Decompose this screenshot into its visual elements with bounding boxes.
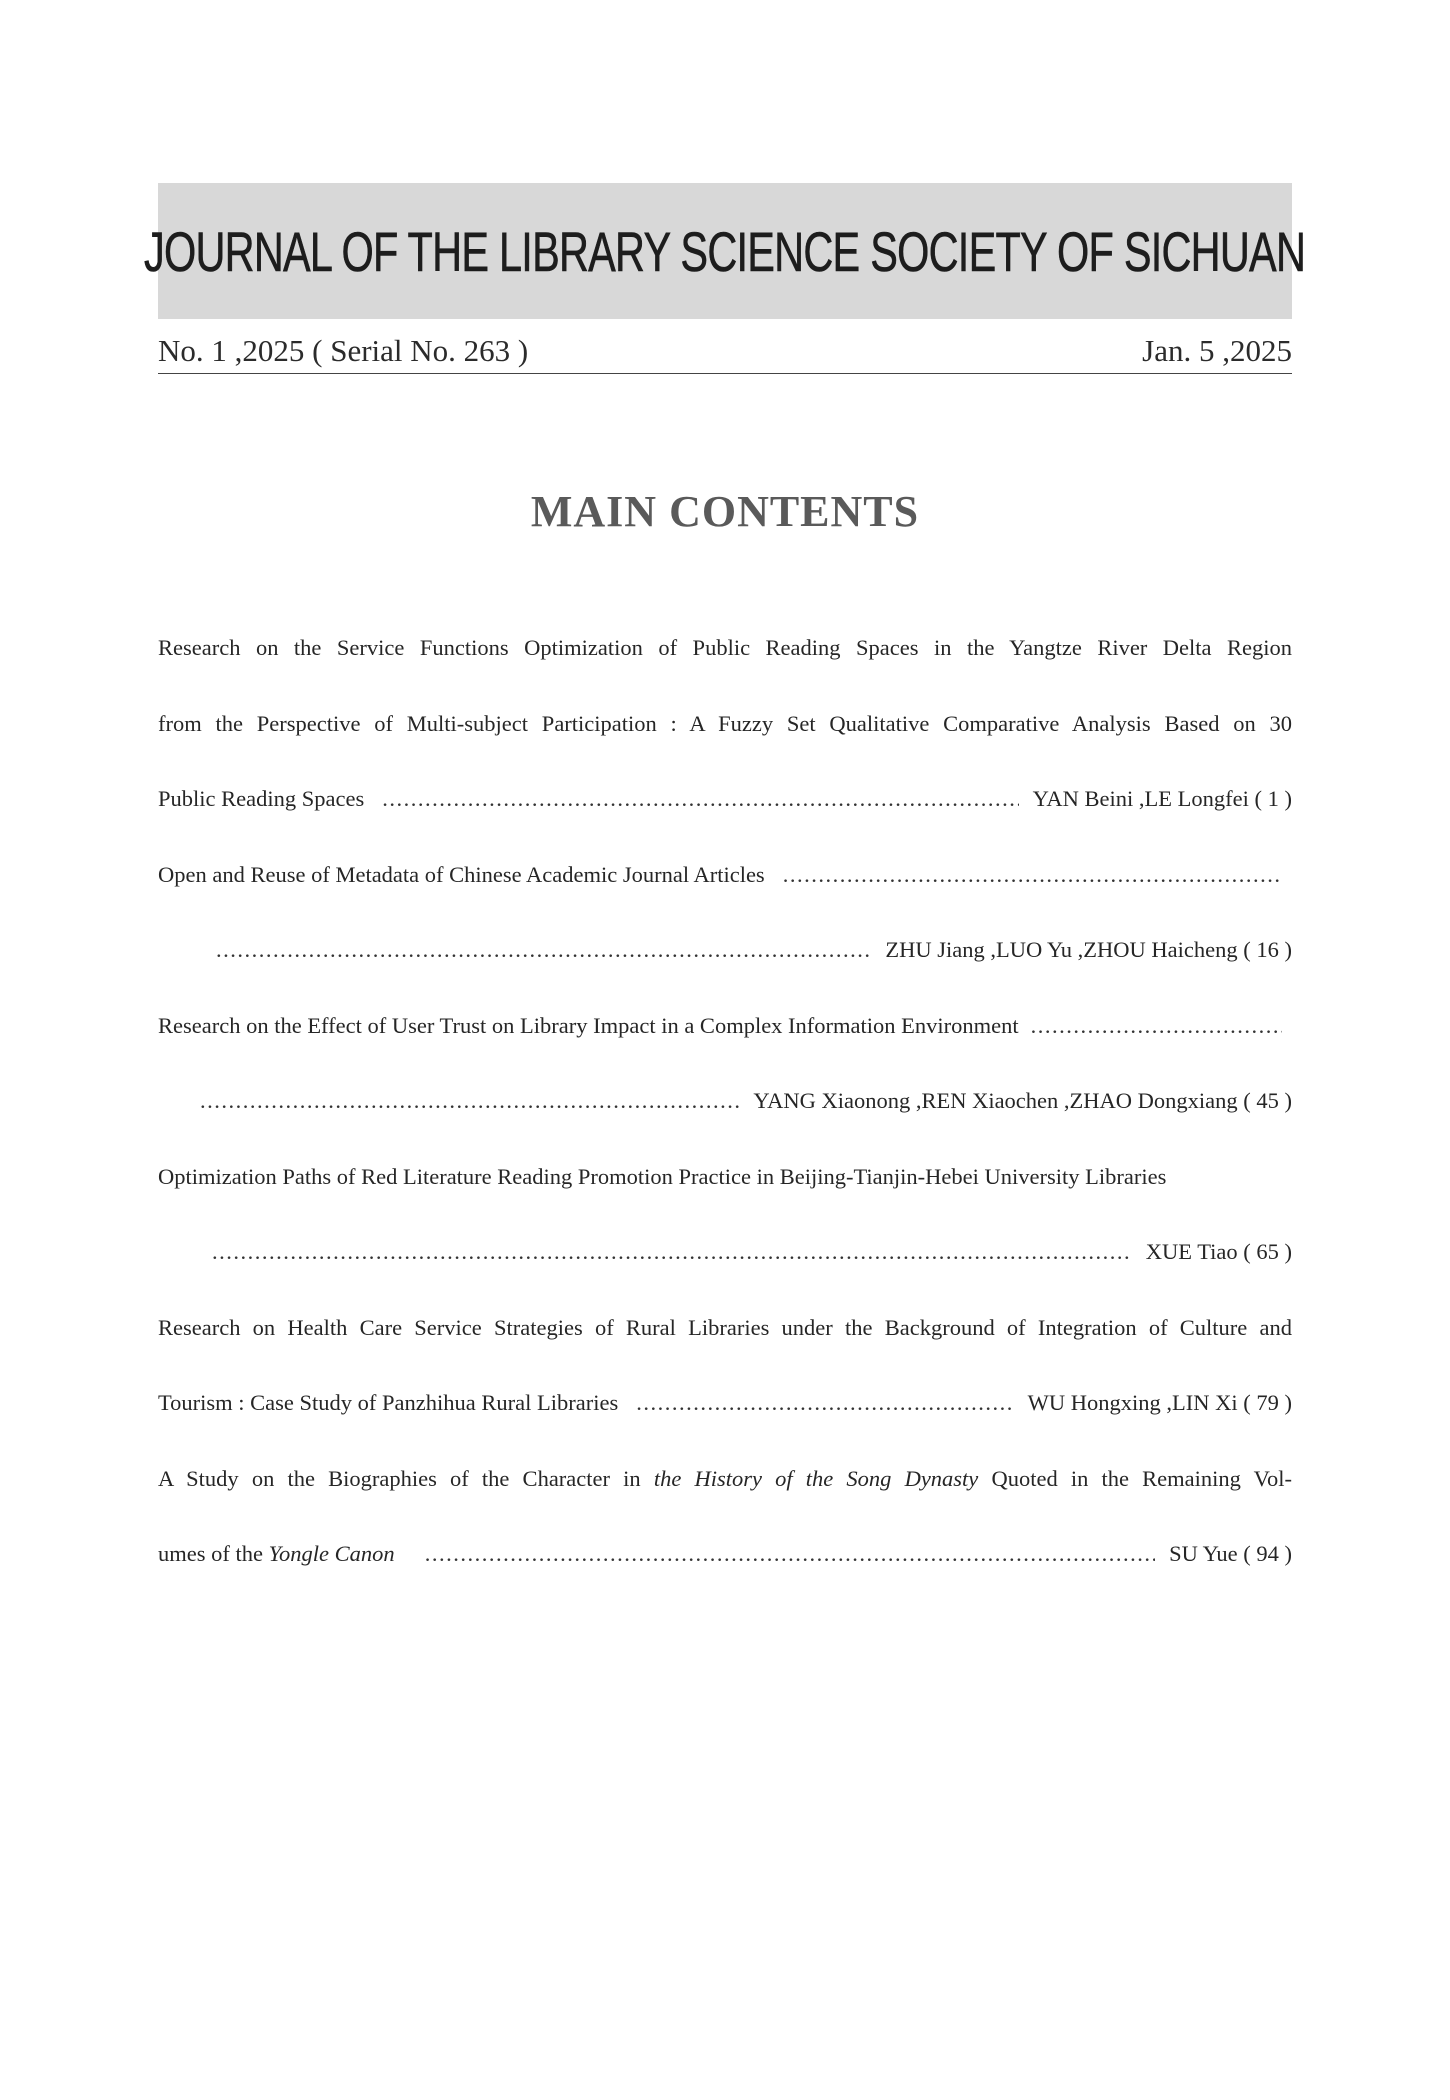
toc-entry-6-authors: SU Yue ( 94 ): [1169, 1541, 1292, 1566]
dot-leader: [1031, 1013, 1282, 1039]
toc-entry-5-line-1: Research on Health Care Service Strategies of Rural Libraries under the Background of Integration of Culture and: [158, 1314, 1292, 1340]
toc-entry-1-line-1: Research on the Service Functions Optimization of Public Reading Spaces in the Yangtze River Delta Region: [158, 635, 1292, 660]
toc-entry-6-title-part-c: Quoted in the Remaining Vol-: [978, 1465, 1292, 1491]
journal-title: JOURNAL OF THE LIBRARY SCIENCE SOCIETY OF SICHUAN: [144, 219, 1306, 283]
toc-entry-3-authors: YANG Xiaonong ,REN Xiaochen ,ZHAO Dongxiang ( 45 ): [753, 1088, 1292, 1113]
toc-entry-5-authors: WU Hongxing ,LIN Xi ( 79 ): [1027, 1390, 1292, 1415]
toc-entry-6-line-2: [158, 1541, 1292, 1617]
table-of-contents: [158, 635, 1292, 1617]
toc-entry-2-title-text: Open and Reuse of Metadata of Chinese Academic Journal Articles: [158, 861, 765, 887]
toc-entry-6-title-italic-1: the History of the Song Dynasty: [653, 1465, 979, 1491]
toc-entry-5-title-end: Tourism : Case Study of Panzhihua Rural Libraries: [158, 1390, 619, 1415]
toc-entry-3-title: Research on the Effect of User Trust on Library Impact in a Complex Information Environment: [158, 1012, 1019, 1038]
toc-entry-1-authors: YAN Beini ,LE Longfei ( 1 ): [1032, 786, 1292, 811]
dot-leader: [783, 862, 1282, 888]
toc-entry-4-authors: XUE Tiao ( 65 ): [1145, 1239, 1292, 1264]
toc-entry-5-line-2: [158, 1390, 1292, 1466]
toc-entry-6-title-italic-2: Yongle Canon: [268, 1541, 395, 1566]
toc-entry-2-authors: ZHU Jiang ,LUO Yu ,ZHOU Haicheng ( 16 ): [885, 937, 1292, 962]
toc-entry-1-line-3: [158, 786, 1292, 862]
toc-entry-1-line-2: from the Perspective of Multi-subject Participation : A Fuzzy Set Qualitative Comparative Analysis Based on 30: [158, 710, 1292, 736]
issue-date: Jan. 5 ,2025: [1142, 333, 1292, 368]
toc-entry-2-line-2: [158, 937, 1292, 1013]
toc-entry-4-title: Optimization Paths of Red Literature Reading Promotion Practice in Beijing-Tianjin-Hebei University Libraries: [158, 1163, 1167, 1189]
toc-entry-2-line-1: [158, 862, 1292, 938]
issue-info-line: [158, 333, 1292, 374]
toc-entry-3-line-2: [158, 1088, 1292, 1164]
toc-entry-6-title-part-a: A Study on the Biographies of the Character in: [158, 1465, 654, 1491]
dot-leader: [636, 1390, 1013, 1416]
toc-entry-6-title-part-d: umes of the: [158, 1541, 269, 1566]
journal-page: [144, 183, 1306, 1617]
toc-entry-6-line-1: [158, 1466, 1292, 1542]
toc-entry-4-line-1: [158, 1164, 1292, 1240]
toc-entry-1-title-end: Public Reading Spaces: [158, 786, 365, 811]
toc-entry-3-line-1: [158, 1013, 1292, 1089]
issue-number: No. 1 ,2025 ( Serial No. 263 ): [158, 333, 529, 368]
dot-leader: [382, 786, 1018, 812]
journal-masthead: [144, 183, 1306, 319]
contents-heading: MAIN CONTENTS: [530, 487, 920, 536]
dot-leader: [216, 937, 871, 963]
dot-leader: [425, 1541, 1155, 1567]
dot-leader: [212, 1239, 1132, 1265]
dot-leader: [200, 1088, 739, 1114]
toc-entry-4-line-2: [158, 1239, 1292, 1315]
